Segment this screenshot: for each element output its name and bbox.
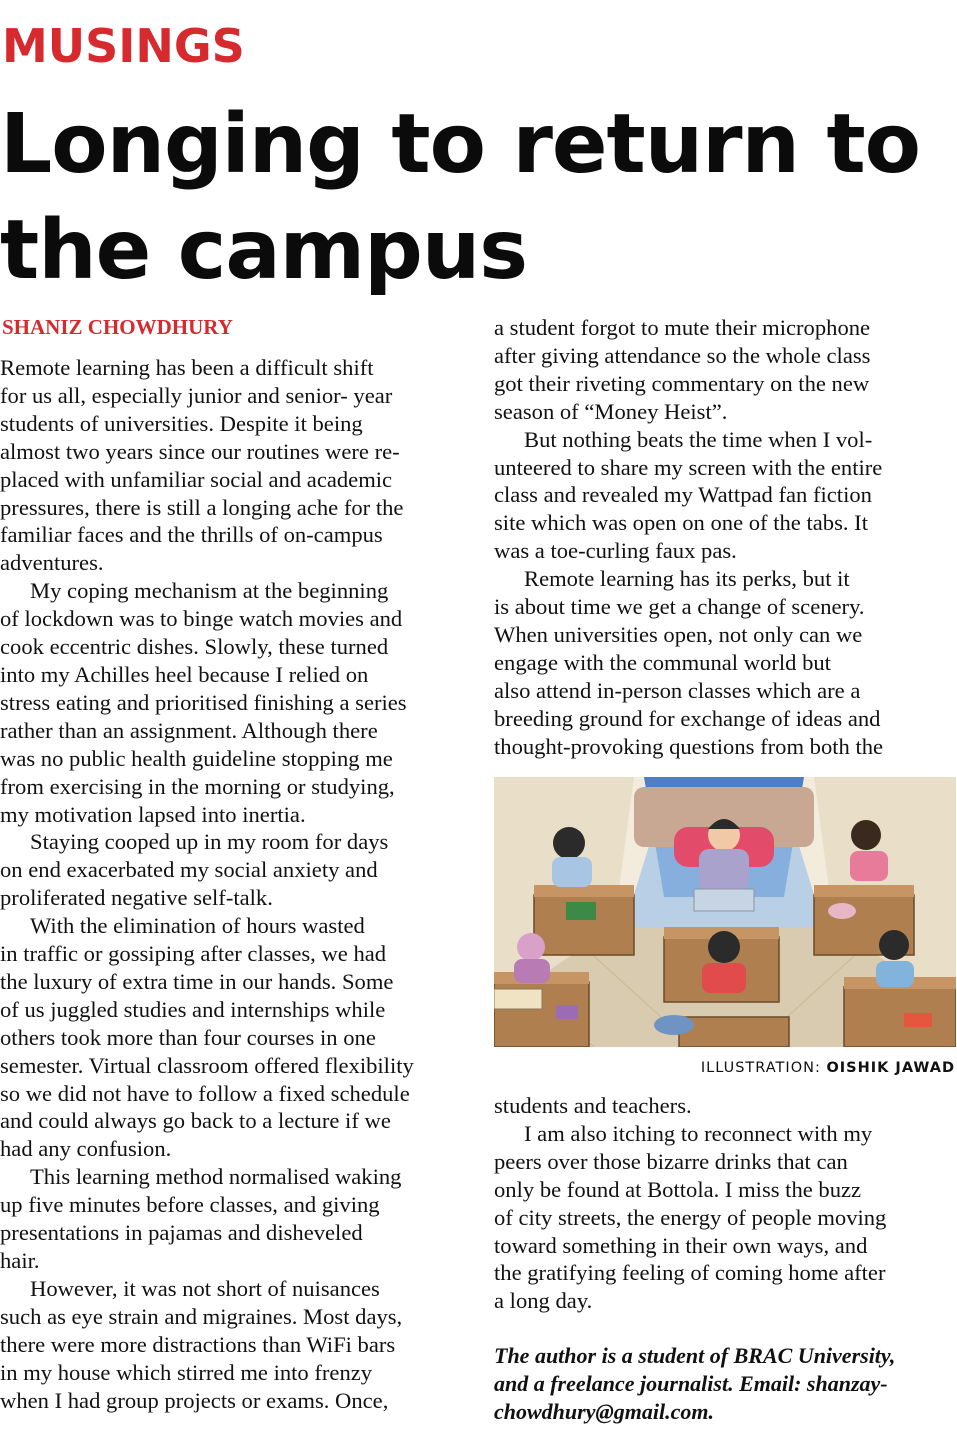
article-line: of us juggled studies and internships while <box>0 996 386 1022</box>
article-line: cook eccentric dishes. Slowly, these turned <box>0 634 389 660</box>
article-line: familiar faces and the thrills of on-campus <box>0 522 383 548</box>
article-line: Remote learning has been a difficult shift <box>0 355 374 380</box>
article-line: pressures, there is still a longing ache for the <box>0 494 404 520</box>
article-line: in my house which stirred me into frenzy <box>0 1359 373 1385</box>
author-note-line: and a freelance journalist. Email: shanzay- <box>494 1371 888 1396</box>
article-line: of city streets, the energy of people moving <box>494 1204 887 1230</box>
article-line: But nothing beats the time when I vol- <box>524 426 873 452</box>
author-note <box>494 1342 954 1426</box>
article-line: when I had group projects or exams. Once, <box>0 1387 389 1413</box>
article-line: up five minutes before classes, and giving <box>0 1192 380 1218</box>
headline <box>0 92 957 304</box>
article-line: for us all, especially junior and senior- year <box>0 382 393 408</box>
article-line: of lockdown was to binge watch movies and <box>0 606 403 632</box>
article-column-right-bottom <box>494 1092 954 1315</box>
article-line: on end exacerbated my social anxiety and <box>0 857 378 883</box>
headline-line: the campus <box>0 203 528 298</box>
article-line: semester. Virtual classroom offered flexibility <box>0 1052 414 1078</box>
article-line: However, it was not short of nuisances <box>30 1275 380 1301</box>
article-line: breeding ground for exchange of ideas and <box>494 705 881 731</box>
article-line: into my Achilles heel because I relied on <box>0 661 369 687</box>
article-line: placed with unfamiliar social and academic <box>0 466 393 492</box>
article-line: site which was open on one of the tabs. It <box>494 510 868 536</box>
author-note-line: The author is a student of BRAC University, <box>494 1343 896 1368</box>
credit-name: OISHIK JAWAD <box>826 1060 955 1076</box>
article-line: and could always go back to a lecture if we <box>0 1108 391 1134</box>
article-line: My coping mechanism at the beginning <box>30 578 389 604</box>
article-line: hair. <box>0 1248 40 1273</box>
article-line: engage with the communal world but <box>494 649 831 675</box>
article-line: When universities open, not only can we <box>494 621 863 647</box>
article-line: had any confusion. <box>0 1136 172 1162</box>
article-line: was no public health guideline stopping me <box>0 745 393 771</box>
article-line: class and revealed my Wattpad fan fiction <box>494 482 872 508</box>
article-line: in traffic or gossiping after classes, we had <box>0 941 387 967</box>
headline-line: Longing to return to <box>0 97 920 192</box>
article-line: adventures. <box>0 550 104 576</box>
article-line: rather than an assignment. Although there <box>0 717 378 743</box>
article-line: Remote learning has its perks, but it <box>524 566 850 592</box>
article-line: I am also itching to reconnect with my <box>524 1120 873 1146</box>
article-line: there were more distractions than WiFi bars <box>0 1331 396 1357</box>
article-line: also attend in-person classes which are a <box>494 677 861 703</box>
article-line: so we did not have to follow a fixed schedule <box>0 1080 410 1106</box>
article-line: a student forgot to mute their microphone <box>494 315 871 340</box>
article-line: only be found at Bottola. I miss the buzz <box>494 1176 862 1202</box>
article-line: after giving attendance so the whole class <box>494 342 871 368</box>
article-line: students of universities. Despite it being <box>0 410 363 436</box>
byline: SHANIZ CHOWDHURY <box>2 315 233 339</box>
article-column-right-top <box>494 314 954 761</box>
article-line: proliferated negative self-talk. <box>0 885 273 911</box>
article-line: stress eating and prioritised finishing a series <box>0 689 407 715</box>
article-line: Staying cooped up in my room for days <box>30 829 389 855</box>
article-line: season of “Money Heist”. <box>494 398 728 424</box>
article-line: the luxury of extra time in our hands. Some <box>0 968 394 994</box>
article-line: This learning method normalised waking <box>30 1164 402 1190</box>
classroom-illustration <box>494 777 956 1047</box>
article-line: the gratifying feeling of coming home after <box>494 1260 886 1286</box>
credit-label: ILLUSTRATION: <box>700 1060 827 1076</box>
article-line: my motivation lapsed into inertia. <box>0 801 306 827</box>
section-kicker: MUSINGS <box>2 19 245 73</box>
article-line: is about time we get a change of scenery. <box>494 594 865 620</box>
article-line: others took more than four courses in one <box>0 1024 376 1050</box>
article-line: was a toe-curling faux pas. <box>494 538 737 564</box>
author-note-line: chowdhury@gmail.com. <box>494 1399 714 1424</box>
article-line: toward something in their own ways, and <box>494 1232 868 1258</box>
article-line: almost two years since our routines were re- <box>0 438 400 464</box>
article-line: With the elimination of hours wasted <box>30 913 365 939</box>
article-line: thought-provoking questions from both the <box>494 733 884 759</box>
article-line: unteered to share my screen with the entire <box>494 454 883 480</box>
article-line: from exercising in the morning or studying, <box>0 773 395 799</box>
article-line: got their riveting commentary on the new <box>494 370 870 396</box>
article-line: a long day. <box>494 1288 593 1314</box>
article-line: peers over those bizarre drinks that can <box>494 1148 848 1174</box>
illustration-credit <box>701 1060 955 1076</box>
article-line: presentations in pajamas and disheveled <box>0 1220 363 1246</box>
article-line: such as eye strain and migraines. Most days, <box>0 1303 403 1329</box>
article-column-left <box>0 354 470 1414</box>
article-line: students and teachers. <box>494 1093 692 1118</box>
